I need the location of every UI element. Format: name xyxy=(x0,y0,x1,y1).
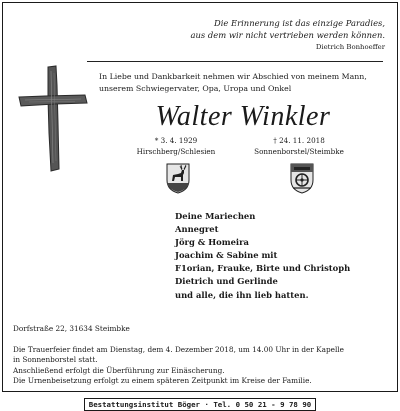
mourner-line: F1orian, Frauke, Birte und Christoph xyxy=(175,263,351,274)
hirschberg-crest-icon xyxy=(165,162,191,194)
mourner-line: Annegret xyxy=(175,224,219,235)
death-date: † 24. 11. 2018 xyxy=(273,136,325,145)
death-info xyxy=(239,135,359,157)
birth-info xyxy=(116,135,236,157)
mourner-line: Jörg & Homeira xyxy=(175,237,249,248)
funeral-info xyxy=(13,345,391,387)
quote-line-2: aus dem wir nicht vertrieben werden können. xyxy=(190,30,385,40)
death-place: Sonnenborstel/Steimbke xyxy=(254,147,344,156)
mourner-line: Deine Mariechen xyxy=(175,211,256,221)
mourner-line: und alle, die ihn lieb hatten. xyxy=(175,289,309,300)
quote-block xyxy=(191,17,385,54)
mourner-line: Joachim & Sabine mit xyxy=(175,250,278,261)
mourner-line: Dietrich und Gerlinde xyxy=(175,276,278,287)
intro-line-2: unserem Schwiegervater, Opa, Uropa und Onkel xyxy=(99,84,292,93)
info-line-2: in Sonnenborstel statt. xyxy=(13,355,98,365)
quote-line-1: Die Erinnerung ist das einzige Paradies, xyxy=(214,18,385,28)
funeral-home-contact: Bestattungsinstitut Böger · Tel. 0 50 21 - 9 78 90 xyxy=(84,398,316,411)
info-line-3: Anschließend erfolgt die Überführung zur Einäscherung. xyxy=(13,365,225,375)
birth-date: * 3. 4. 1929 xyxy=(154,136,198,145)
divider-line xyxy=(87,61,383,62)
footer xyxy=(0,392,400,411)
steimbke-crest-icon xyxy=(289,162,315,194)
deceased-name: Walter Winkler xyxy=(155,101,331,132)
obituary-notice xyxy=(2,2,398,392)
intro-text xyxy=(99,71,387,95)
cross-icon xyxy=(15,63,91,175)
intro-line-1: In Liebe und Dankbarkeit nehmen wir Abschied von meinem Mann, xyxy=(99,72,367,81)
info-line-1: Die Trauerfeier findet am Dienstag, dem 4. Dezember 2018, um 14.00 Uhr in der Kapelle xyxy=(13,345,344,354)
mourners-list xyxy=(175,210,350,302)
family-address: Dorfstraße 22, 31634 Steimbke xyxy=(13,324,130,333)
quote-author: Dietrich Bonhoeffer xyxy=(315,43,385,51)
birth-place: Hirschberg/Schlesien xyxy=(136,147,216,156)
info-line-4: Die Urnenbeisetzung erfolgt zu einem späteren Zeitpunkt im Kreise der Familie. xyxy=(13,376,312,386)
